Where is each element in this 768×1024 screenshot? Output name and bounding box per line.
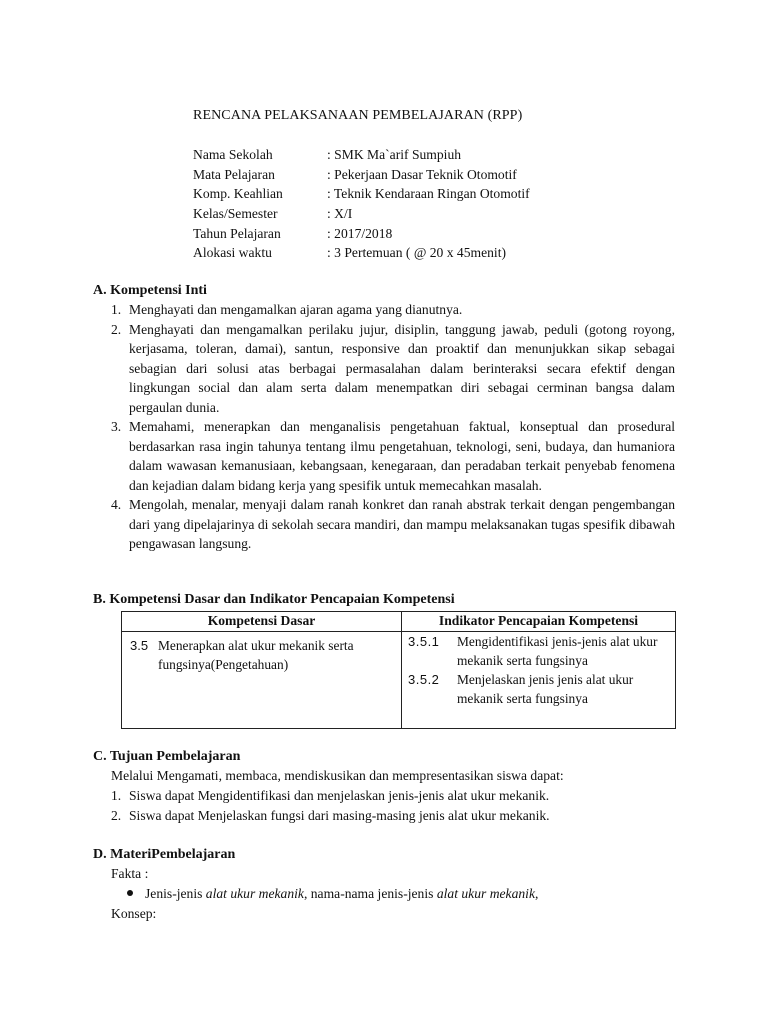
list-item [111,417,675,495]
info-row-subject [193,165,530,185]
info-row-competency [193,184,530,204]
info-row-year [193,224,530,244]
info-value: : 2017/2018 [327,225,393,241]
bullet-text-1: Jenis-jenis [145,886,206,901]
bullet-icon [127,890,133,896]
section-d-heading: D. MateriPembelajaran [93,847,236,862]
list-number: 2. [111,807,122,823]
ipk-code: 3.5.2 [408,672,440,687]
info-label: Tahun Pelajaran [193,225,281,241]
list-text: Siswa dapat Mengidentifikasi dan menjelaskan jenis-jenis alat ukur mekanik. [129,788,550,803]
kd-code: 3.5 [130,638,149,653]
fakta-bullet [127,884,538,904]
section-c-heading: C. Tujuan Pembelajaran [93,749,241,764]
ipk-item [402,632,675,670]
list-item [111,495,675,554]
list-number: 4. [111,497,122,512]
list-text: Menghayati dan mengamalkan perilaku jujur, disiplin, tanggung jawab, peduli (gotong royong, kerjasama, toleran, damai), santun, responsive dan proaktif dan menunjukkan sikap sebagai sebagian dari solusi atas berbagai permasalahan dalam berinteraksi secara efektif dengan lingkungan social dan alam serta dalam menempatkan diri sebagai cerminan bangsa dalam pergaulan dunia. [129,321,675,415]
info-value: : 3 Pertemuan ( @ 20 x 45menit) [327,245,507,261]
info-value: : Pekerjaan Dasar Teknik Otomotif [327,166,517,182]
list-text: Menghayati dan mengamalkan ajaran agama yang dianutnya. [129,302,463,317]
ipk-text: Mengidentifikasi jenis-jenis alat ukur mekanik serta fungsinya [457,634,658,668]
info-label: Nama Sekolah [193,147,273,162]
info-value: : X/I [327,206,353,222]
bullet-italic-1: alat ukur mekanik [205,886,304,901]
list-text: Memahami, menerapkan dan menganalisis pengetahuan faktual, konseptual dan prosedural berdasarkan rasa ingin tahunya tentang ilmu pengetahuan, teknologi, seni, budaya, dan humaniora dalam wawasan kemanusiaan, kebangsaan, kenegaraan, dan peradaban terkait penyebab fenomena dan kejadian dalam bidang kerja yang spesifik untuk memecahkan masalah. [129,419,675,493]
objective-list [111,786,675,825]
list-item [111,300,675,320]
table-header-row [122,612,676,632]
list-number: 1. [111,788,122,803]
ipk-text: Menjelaskan jenis jenis alat ukur mekanik serta fungsinya [457,672,634,706]
list-item [111,320,675,418]
list-text: Siswa dapat Menjelaskan fungsi dari masing-masing jenis alat ukur mekanik. [129,807,550,823]
info-value: : Teknik Kendaraan Ringan Otomotif [327,186,530,202]
table-cell-ipk [402,632,676,729]
kd-text: Menerapkan alat ukur mekanik serta fungsinya(Pengetahuan) [158,638,354,672]
info-value: : SMK Ma`arif Sumpiuh [327,147,462,162]
list-number: 1. [111,302,122,317]
ipk-code: 3.5.1 [408,634,440,649]
list-text: Mengolah, menalar, menyaji dalam ranah konkret dan ranah abstrak terkait dengan pengembangan dari yang dipelajarinya di sekolah secara mandiri, dan mampu melaksanakan tugas spesifik dibawah pengawasan langsung. [129,497,675,551]
info-label: Mata Pelajaran [193,166,275,182]
info-row-time [193,243,530,263]
list-number: 2. [111,321,122,337]
kd-item [122,632,401,674]
list-item [111,806,675,826]
info-row-class [193,204,530,224]
bullet-text-2: , nama-nama jenis-jenis [303,886,437,901]
section-b-heading: B. Kompetensi Dasar dan Indikator Pencapaian Kompetensi [93,592,455,607]
competency-table [121,611,676,729]
table-header-kd: Kompetensi Dasar [122,612,402,632]
list-item [111,786,675,806]
core-competency-list [111,300,675,554]
objective-intro: Melalui Mengamati, membaca, mendiskusikan dan mempresentasikan siswa dapat: [111,768,564,783]
bullet-text-3: , [534,886,539,901]
ipk-item [402,670,675,708]
document-title: RENCANA PELAKSANAAN PEMBELAJARAN (RPP) [193,108,523,123]
info-block [193,145,530,263]
section-a-heading: A. Kompetensi Inti [93,283,207,298]
fakta-label: Fakta : [111,866,149,881]
list-number: 3. [111,419,122,434]
table-row [122,632,676,729]
table-cell-kd [122,632,402,729]
info-row-school [193,145,530,165]
info-label: Kelas/Semester [193,206,278,222]
bullet-italic-2: alat ukur mekanik [436,886,535,901]
konsep-label: Konsep: [111,906,157,921]
info-label: Komp. Keahlian [193,186,283,202]
info-label: Alokasi waktu [193,245,272,261]
table-header-ipk: Indikator Pencapaian Kompetensi [402,612,676,632]
